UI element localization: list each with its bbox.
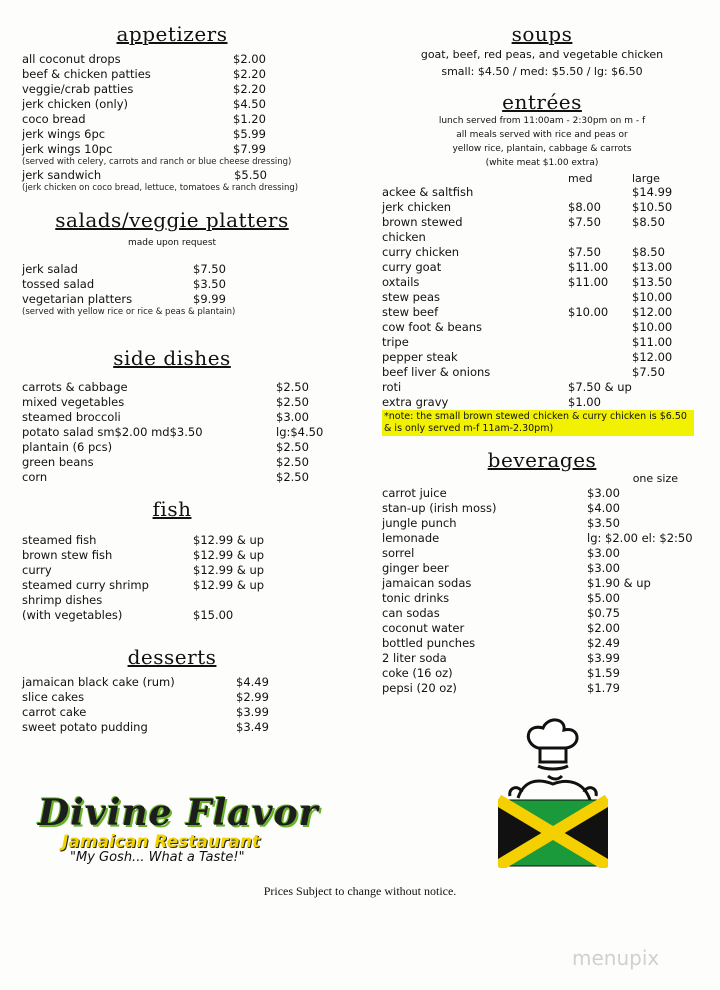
item-price: $3.00 [276,410,309,424]
item-name: pepsi (20 oz) [382,681,457,695]
item-price: $2.20 [233,82,266,96]
salads-note: (served with yellow rice or rice & peas & plantain) [22,307,236,317]
item-name: tonic drinks [382,591,450,605]
item-name: jamaican black cake (rum) [22,675,175,689]
item-price: $1.90 & up [587,576,651,590]
right-column [382,22,702,696]
menu-item [22,425,324,440]
item-price: $3.99 [587,651,620,665]
soups-line1: goat, beef, red peas, and vegetable chicken [420,48,664,61]
item-name: brown stewed [382,215,463,229]
menu-item [382,666,697,681]
entree-item [382,395,702,410]
sides-title: side dishes [113,346,231,370]
item-name: brown stew fish [22,548,113,562]
entree-item [382,335,702,350]
menu-item [382,591,697,606]
price-med [568,230,632,245]
item-name: stan-up (irish moss) [382,501,497,515]
menu-item [382,621,697,636]
item-price: $2.20 [233,67,266,81]
price-med: $1.00 [568,395,601,409]
menu-item [22,410,310,425]
price-med [568,350,632,365]
price-med [568,335,632,350]
price-med [568,185,632,200]
price-med [568,320,632,335]
item-price: $3.00 [587,546,620,560]
menu-item [22,112,267,127]
item-name: jerk wings 10pc [22,142,113,156]
med-header: med [568,172,593,185]
menu-item [382,531,697,546]
price-large: $8.50 [632,215,665,229]
chef-flag-illustration [498,718,608,868]
entree-item [382,305,702,320]
menu-item [22,720,270,735]
desserts-list [22,675,322,735]
one-size-label: one size [632,472,678,485]
menu-item [22,67,267,82]
menu-item [22,455,310,470]
menu-item [22,127,267,142]
item-price: $4.49 [236,675,269,689]
price-large [632,230,702,245]
item-name: veggie/crab patties [22,82,134,96]
item-name: ackee & saltfish [382,185,474,199]
menu-item [22,548,267,563]
item-price: $1.20 [233,112,266,126]
item-price: $3.99 [236,705,269,719]
item-name: lemonade [382,531,440,545]
menu-item [22,578,267,593]
item-price: $4.00 [587,501,620,515]
menu-item [22,395,310,410]
item-name: bottled punches [382,636,476,650]
price-large: $10.00 [632,290,673,304]
menu-item [382,546,697,561]
restaurant-logo [38,792,338,882]
beverages-title: beverages [487,448,597,472]
item-name: sorrel [382,546,415,560]
price-large: $10.00 [632,320,673,334]
entree-item [382,260,702,275]
item-name: curry goat [382,260,442,274]
jamaican-flag-icon [498,800,608,866]
logo-name: Divine Flavor [38,792,319,834]
wings-note: (served with celery, carrots and ranch or blue cheese dressing) [22,157,292,167]
item-name: tripe [382,335,409,349]
item-price: $3.00 [587,486,620,500]
item-name: corn [22,470,48,484]
menu-item [382,561,697,576]
item-name: jerk wings 6pc [22,127,106,141]
item-price: $5.99 [233,127,266,141]
item-price: $2.49 [587,636,620,650]
item-name: chicken [382,230,426,244]
item-price: $2.50 [276,470,309,484]
entree-item [382,320,702,335]
item-price: $1.79 [587,681,620,695]
menu-item [22,470,310,485]
item-name: coconut water [382,621,465,635]
item-price: $3.50 [193,277,226,291]
price-med: $8.00 [568,200,601,214]
menu-item [22,292,227,307]
entrees-note: *note: the small brown stewed chicken & curry chicken is $6.50 & is only served m-f 11am-2.30pm) [382,410,694,436]
item-name: tossed salad [22,277,95,291]
item-price: $7.99 [233,142,266,156]
price-large: $13.50 [632,275,673,289]
menu-item [22,593,267,608]
entrees-info-3: yellow rice, plantain, cabbage & carrots [452,144,632,154]
item-name: oxtails [382,275,420,289]
item-price: lg: $2.00 el: $2:50 [587,531,693,545]
item-price: $2.50 [276,440,309,454]
fish-list [22,533,322,623]
watermark: menupix [572,946,660,970]
menu-item [382,516,697,531]
menu-item [22,705,270,720]
price-large: $12.00 [632,350,673,364]
price-med: $11.00 [568,275,609,289]
menu-item [22,533,267,548]
item-name: jerk chicken (only) [22,97,129,111]
chef-icon [510,720,597,800]
item-name: coco bread [22,112,86,126]
menu-item [22,440,310,455]
item-name: carrots & cabbage [22,380,128,394]
entrees-info-1: lunch served from 11:00am - 2:30pm on m - f [438,116,646,126]
price-large: $10.50 [632,200,673,214]
item-price: $3.49 [236,720,269,734]
price-large: $7.50 [632,365,665,379]
item-price: $15.00 [193,608,234,622]
menu-item [382,651,697,666]
item-price: $12.99 & up [193,548,265,562]
menu-item [22,277,227,292]
item-name: cow foot & beans [382,320,483,334]
menu-item [382,486,697,501]
item-name: jamaican sodas [382,576,472,590]
menu-item [22,262,227,277]
entree-item [382,290,702,305]
menu-item [22,82,267,97]
item-name: slice cakes [22,690,85,704]
sandwich-note: (jerk chicken on coco bread, lettuce, tomatoes & ranch dressing) [22,183,299,193]
item-name: plantain (6 pcs) [22,440,113,454]
entree-item [382,200,702,215]
menu-item [382,501,697,516]
price-large: $12.00 [632,305,673,319]
item-price: $2.50 [276,455,309,469]
item-name: sweet potato pudding [22,720,148,734]
salads-list [22,262,322,307]
entree-item [382,215,702,230]
item-price: $5.00 [587,591,620,605]
price-disclaimer: Prices Subject to change without notice. [263,884,457,898]
item-price: $2.50 [276,395,309,409]
large-header: large [632,172,660,185]
desserts-title: desserts [127,645,217,669]
item-name: (with vegetables) [22,608,123,622]
item-price: $12.99 & up [193,563,265,577]
left-column [22,22,322,735]
item-price: lg:$4.50 [276,425,324,439]
entrees-list [382,185,702,410]
price-med [568,290,632,305]
item-price: $2.00 [233,52,266,66]
item-price: $3.50 [587,516,620,530]
item-name: vegetarian platters [22,292,133,306]
soups-title: soups [511,22,573,46]
fish-title: fish [152,497,192,521]
price-med: $10.00 [568,305,609,319]
item-name: roti [382,380,402,394]
item-name: beef & chicken patties [22,67,151,81]
sides-list [22,380,322,485]
item-name: extra gravy [382,395,449,409]
item-price [193,593,267,608]
menu-item [382,636,697,651]
menu-item [22,380,310,395]
item-name: green beans [22,455,94,469]
item-name: carrot cake [22,705,87,719]
item-price: $0.75 [587,606,620,620]
item-price: $4.50 [233,97,266,111]
item-name: ginger beer [382,561,449,575]
price-large [632,380,702,395]
item-name: steamed fish [22,533,97,547]
item-name: shrimp dishes [22,593,103,607]
menu-item [22,97,267,112]
item-name: steamed broccoli [22,410,121,424]
item-name: stew peas [382,290,441,304]
item-name: stew beef [382,305,439,319]
item-price: $2.00 [587,621,620,635]
beverages-list [382,486,702,696]
item-name: potato salad sm$2.00 md$3.50 [22,425,203,439]
menu-item [382,606,697,621]
appetizers-list [22,52,322,157]
salads-subtitle: made upon request [127,238,217,248]
menu-item: jerk sandwich $5.50 [22,168,267,182]
menu-item [22,563,267,578]
price-large: $14.99 [632,185,673,199]
item-name: beef liver & onions [382,365,491,379]
item-name: jerk salad [22,262,78,276]
price-large: $13.00 [632,260,673,274]
entree-item [382,185,702,200]
logo-tagline: "My Gosh... What a Taste!" [70,850,245,865]
menu-item [22,52,267,67]
item-price: $9.99 [193,292,226,306]
entrees-column-header [382,172,702,185]
entrees-title: entrées [502,90,582,114]
item-name: carrot juice [382,486,447,500]
salads-title: salads/veggie platters [55,208,289,232]
item-name: mixed vegetables [22,395,125,409]
item-name: pepper steak [382,350,458,364]
price-large [632,395,702,410]
price-large: $11.00 [632,335,673,349]
item-price: $1.59 [587,666,620,680]
menu-item [382,681,697,696]
price-med: $11.00 [568,260,609,274]
entree-item [382,365,702,380]
item-name: 2 liter soda [382,651,447,665]
item-price: $2.50 [276,380,309,394]
price-med: $7.50 & up [568,380,632,394]
menu-item [22,690,270,705]
entree-item [382,350,702,365]
item-price: $7.50 [193,262,226,276]
menu-item [22,142,267,157]
item-name: curry chicken [382,245,460,259]
item-name: curry [22,563,52,577]
item-name: can sodas [382,606,440,620]
item-name: coke (16 oz) [382,666,453,680]
entrees-info-2: all meals served with rice and peas or [456,130,628,140]
logo-subtitle: Jamaican Restaurant [62,832,261,852]
price-med: $7.50 [568,245,601,259]
entrees-info-4: (white meat $1.00 extra) [485,158,599,168]
entree-item [382,380,702,395]
price-large: $8.50 [632,245,665,259]
item-price: $12.99 & up [193,578,265,592]
menu-item [382,576,697,591]
item-price: $12.99 & up [193,533,265,547]
price-med [568,365,632,380]
item-name: all coconut drops [22,52,121,66]
item-name: jerk chicken [382,200,452,214]
soups-line2: small: $4.50 / med: $5.50 / lg: $6.50 [441,65,643,78]
appetizers-title: appetizers [116,22,228,46]
menu-item [22,608,267,623]
entree-item [382,245,702,260]
entree-item [382,230,702,245]
price-med: $7.50 [568,215,601,229]
item-name: steamed curry shrimp [22,578,149,592]
item-price: $3.00 [587,561,620,575]
entree-item [382,275,702,290]
item-name: jungle punch [382,516,457,530]
menu-item [22,675,270,690]
item-price: $2.99 [236,690,269,704]
